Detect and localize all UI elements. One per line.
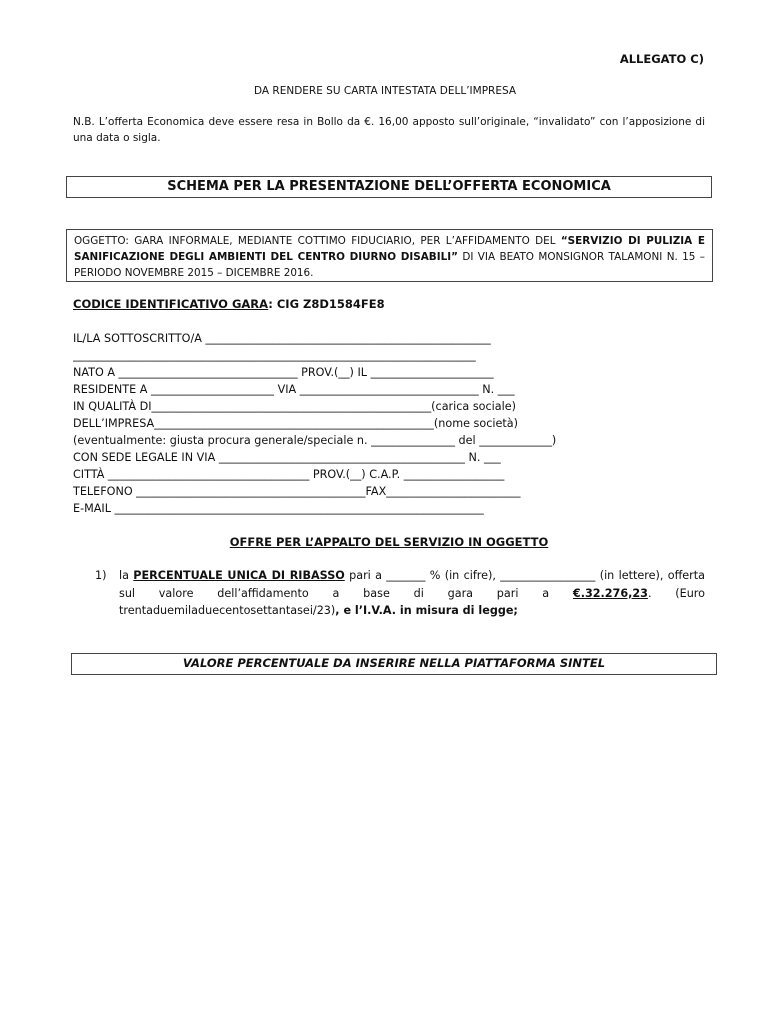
codice-label: CODICE IDENTIFICATIVO GARA: [73, 297, 269, 311]
offer-percentuale: PERCENTUALE UNICA DI RIBASSO: [133, 569, 345, 582]
form-line-sede[interactable]: CON SEDE LEGALE IN VIA ____________________________________________ N. ___: [73, 451, 501, 464]
codice-value: : CIG Z8D1584FE8: [268, 297, 385, 311]
offer-item-number: 1): [95, 569, 107, 582]
oggetto-suffix: DI VIA BEATO MONSIGNOR TALAMONI N. 15 – PERIODO NOVEMBRE 2015 – DICEMBRE 2016.: [74, 251, 705, 279]
schema-title: SCHEMA PER LA PRESENTAZIONE DELL’OFFERTA ECONOMICA: [167, 179, 611, 194]
form-line-sottoscritto[interactable]: IL/LA SOTTOSCRITTO/A ___________________________________________________: [73, 332, 491, 345]
form-line-procura[interactable]: (eventualmente: giusta procura generale/speciale n. _______________ del _____________): [73, 434, 557, 447]
form-line-telefono[interactable]: TELEFONO _________________________________________FAX________________________: [73, 485, 521, 498]
form-line-qualita[interactable]: IN QUALITÀ DI__________________________________________________(carica sociale): [73, 400, 516, 413]
valore-title: VALORE PERCENTUALE DA INSERIRE NELLA PIATTAFORMA SINTEL: [182, 656, 606, 670]
form-line-email[interactable]: E-MAIL __________________________________________________________________: [73, 502, 484, 515]
oggetto-box: [66, 229, 713, 282]
codice-gara: [73, 297, 385, 311]
declarant-form: [73, 330, 703, 517]
letterhead-note: DA RENDERE SU CARTA INTESTATA DELL’IMPRESA: [253, 85, 516, 97]
form-line-citta[interactable]: CITTÀ ____________________________________ PROV.(__) C.A.P. __________________: [73, 468, 505, 481]
offre-title: OFFRE PER L’APPALTO DEL SERVIZIO IN OGGETTO: [229, 535, 549, 549]
oggetto-service: “SERVIZIO DI PULIZIA E SANIFICAZIONE DEGLI AMBIENTI DEL CENTRO DIURNO DISABILI”: [74, 235, 705, 263]
schema-title-box: [66, 176, 712, 198]
offer-iva: , e l’I.V.A. in misura di legge;: [335, 604, 518, 617]
nb-note: N.B. L’offerta Economica deve essere resa in Bollo da €. 16,00 apposto sull’originale, “invalidato” con l’apposizione di una data o sigla.: [73, 116, 705, 144]
form-line-blank[interactable]: ________________________________________________________________________: [73, 349, 476, 362]
form-line-residente[interactable]: RESIDENTE A ______________________ VIA ________________________________ N. ___: [73, 383, 515, 396]
form-line-impresa[interactable]: DELL’IMPRESA__________________________________________________(nome società): [73, 417, 518, 430]
oggetto-prefix: OGGETTO: GARA INFORMALE, MEDIANTE COTTIMO FIDUCIARIO, PER L’AFFIDAMENTO DEL: [74, 235, 561, 247]
offer-text-2: pari a _______ % (in cifre), _________________ (in lettere), offerta sul valore dell’affidamento a base di gara pari a: [119, 569, 705, 600]
valore-box: [71, 653, 717, 675]
offer-text-3: . (Euro trentaduemiladuecentosettantasei/23): [119, 586, 705, 617]
offer-amount: €.32.276,23: [572, 586, 648, 600]
allegato-label: ALLEGATO C): [619, 52, 704, 66]
offer-text-1: la: [119, 569, 134, 582]
offer-item-text: [119, 567, 705, 620]
form-line-nato[interactable]: NATO A ________________________________ PROV.(__) IL ______________________: [73, 366, 494, 379]
